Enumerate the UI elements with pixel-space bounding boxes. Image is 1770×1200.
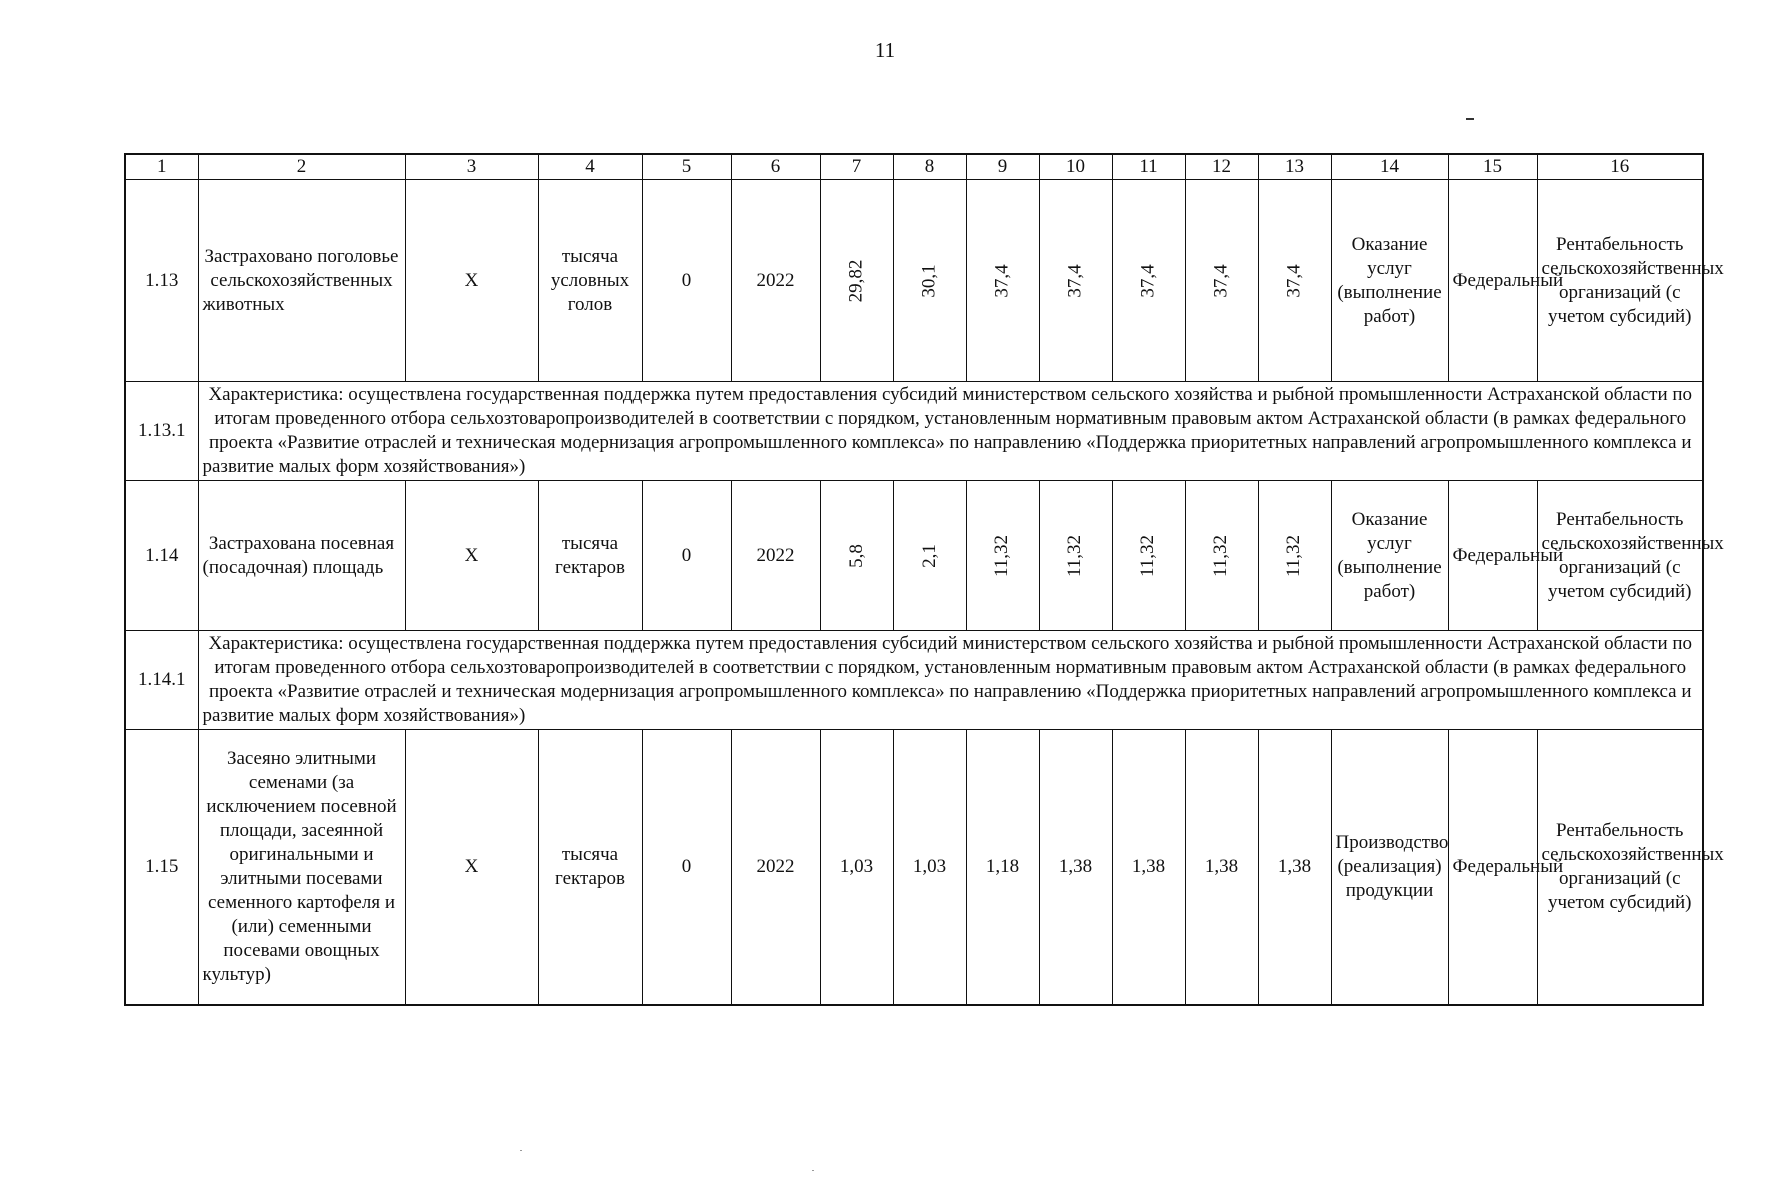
- column-number: 10: [1039, 154, 1112, 180]
- value-cell: [1258, 481, 1331, 631]
- base-year: 2022: [731, 481, 820, 631]
- value-text: 11,32: [1210, 534, 1232, 577]
- result-type: Оказание услуг (выполнение работ): [1331, 180, 1448, 382]
- value-cell: 1,18: [966, 730, 1039, 1006]
- value-text: 11,32: [991, 534, 1013, 577]
- row-number: 1.15: [125, 730, 198, 1006]
- relation: Рентабельность сельскохозяйственных организаций (с учетом субсидий): [1537, 180, 1703, 382]
- characteristic-text: Характеристика: осуществлена государственная поддержка путем предоставления субсидий министерством сельского хозяйства и рыбной промышленности Астраханской области по итогам проведенного отбора сельхозтоваропроизводителей в соответствии с порядком, установленным нормативным правовым актом Астраханской области (в рамках федерального проекта «Развитие отраслей и техническая модернизация агропромышленного комплекса» по направлению «Поддержка приоритетных направлений агропромышленного комплекса и развитие малых форм хозяйствования»): [198, 631, 1703, 730]
- value-text: 37,4: [1137, 263, 1159, 298]
- indicator-name: Застраховано поголовье сельскохозяйственных животных: [198, 180, 405, 382]
- value-cell: [966, 481, 1039, 631]
- result-type: Оказание услуг (выполнение работ): [1331, 481, 1448, 631]
- value-cell: [893, 180, 966, 382]
- value-text: 37,4: [991, 263, 1013, 298]
- result-type: Производство (реализация) продукции: [1331, 730, 1448, 1006]
- column-number: 14: [1331, 154, 1448, 180]
- value-text: 30,1: [918, 263, 940, 298]
- unit: тысяча условных голов: [538, 180, 642, 382]
- value-text: 37,4: [1064, 263, 1086, 298]
- characteristic-text: Характеристика: осуществлена государственная поддержка путем предоставления субсидий министерством сельского хозяйства и рыбной промышленности Астраханской области по итогам проведенного отбора сельхозтоваропроизводителей в соответствии с порядком, установленным нормативным правовым актом Астраханской области (в рамках федерального проекта «Развитие отраслей и техническая модернизация агропромышленного комплекса» по направлению «Поддержка приоритетных направлений агропромышленного комплекса и развитие малых форм хозяйствования»): [198, 382, 1703, 481]
- value-cell: [1112, 481, 1185, 631]
- base-value: 0: [642, 730, 731, 1006]
- table-row: [125, 180, 1703, 382]
- base-year: 2022: [731, 730, 820, 1006]
- relation: Рентабельность сельскохозяйственных организаций (с учетом субсидий): [1537, 481, 1703, 631]
- col3-mark: X: [405, 730, 538, 1006]
- column-number: 9: [966, 154, 1039, 180]
- column-number: 5: [642, 154, 731, 180]
- unit: тысяча гектаров: [538, 481, 642, 631]
- scan-speck: [520, 1150, 522, 1151]
- column-number: 1: [125, 154, 198, 180]
- indicator-name: Засеяно элитными семенами (за исключением посевной площади, засеянной оригинальными и элитными посевами семенного картофеля и (или) семенными посевами овощных культур): [198, 730, 405, 1006]
- value-cell: [966, 180, 1039, 382]
- value-cell: [893, 481, 966, 631]
- row-number: 1.13.1: [125, 382, 198, 481]
- value-cell: [1112, 180, 1185, 382]
- row-number: 1.13: [125, 180, 198, 382]
- table-row: [125, 382, 1703, 481]
- table-row: [125, 631, 1703, 730]
- value-cell: 1,38: [1112, 730, 1185, 1006]
- column-number: 3: [405, 154, 538, 180]
- column-number: 8: [893, 154, 966, 180]
- column-number: 11: [1112, 154, 1185, 180]
- header-row: [125, 154, 1703, 180]
- value-text: 11,32: [1137, 534, 1159, 577]
- column-number: 13: [1258, 154, 1331, 180]
- unit: тысяча гектаров: [538, 730, 642, 1006]
- level: Федеральный: [1448, 730, 1537, 1006]
- column-number: 16: [1537, 154, 1703, 180]
- column-number: 6: [731, 154, 820, 180]
- column-number: 2: [198, 154, 405, 180]
- column-number: 12: [1185, 154, 1258, 180]
- page-number: 11: [874, 38, 896, 62]
- scan-speck: [812, 1170, 814, 1171]
- column-number: 7: [820, 154, 893, 180]
- table-row: [125, 730, 1703, 1006]
- value-text: 11,32: [1064, 534, 1086, 577]
- row-number: 1.14.1: [125, 631, 198, 730]
- value-text: 37,4: [1210, 263, 1232, 298]
- indicator-name: Застрахована посевная (посадочная) площадь: [198, 481, 405, 631]
- base-value: 0: [642, 180, 731, 382]
- row-number: 1.14: [125, 481, 198, 631]
- value-cell: [1258, 180, 1331, 382]
- level: Федеральный: [1448, 481, 1537, 631]
- value-cell: [820, 180, 893, 382]
- value-text: 5,8: [845, 543, 867, 568]
- level: Федеральный: [1448, 180, 1537, 382]
- value-cell: 1,38: [1039, 730, 1112, 1006]
- table-body: [125, 154, 1724, 1005]
- value-cell: 1,03: [820, 730, 893, 1006]
- column-number: 15: [1448, 154, 1537, 180]
- value-text: 29,82: [845, 259, 867, 302]
- table-row: [125, 481, 1703, 631]
- value-cell: 1,38: [1185, 730, 1258, 1006]
- col3-mark: X: [405, 180, 538, 382]
- value-text: 11,32: [1283, 534, 1305, 577]
- col3-mark: X: [405, 481, 538, 631]
- value-cell: [1039, 180, 1112, 382]
- value-cell: [1185, 481, 1258, 631]
- value-cell: [1039, 481, 1112, 631]
- column-number: 4: [538, 154, 642, 180]
- value-text: 2,1: [918, 543, 940, 568]
- scan-mark: [1466, 118, 1474, 120]
- value-cell: 1,03: [893, 730, 966, 1006]
- indicators-table: [124, 153, 1724, 1006]
- value-cell: 1,38: [1258, 730, 1331, 1006]
- relation: Рентабельность сельскохозяйственных организаций (с учетом субсидий): [1537, 730, 1703, 1006]
- value-cell: [1185, 180, 1258, 382]
- base-year: 2022: [731, 180, 820, 382]
- base-value: 0: [642, 481, 731, 631]
- value-text: 37,4: [1283, 263, 1305, 298]
- value-cell: [820, 481, 893, 631]
